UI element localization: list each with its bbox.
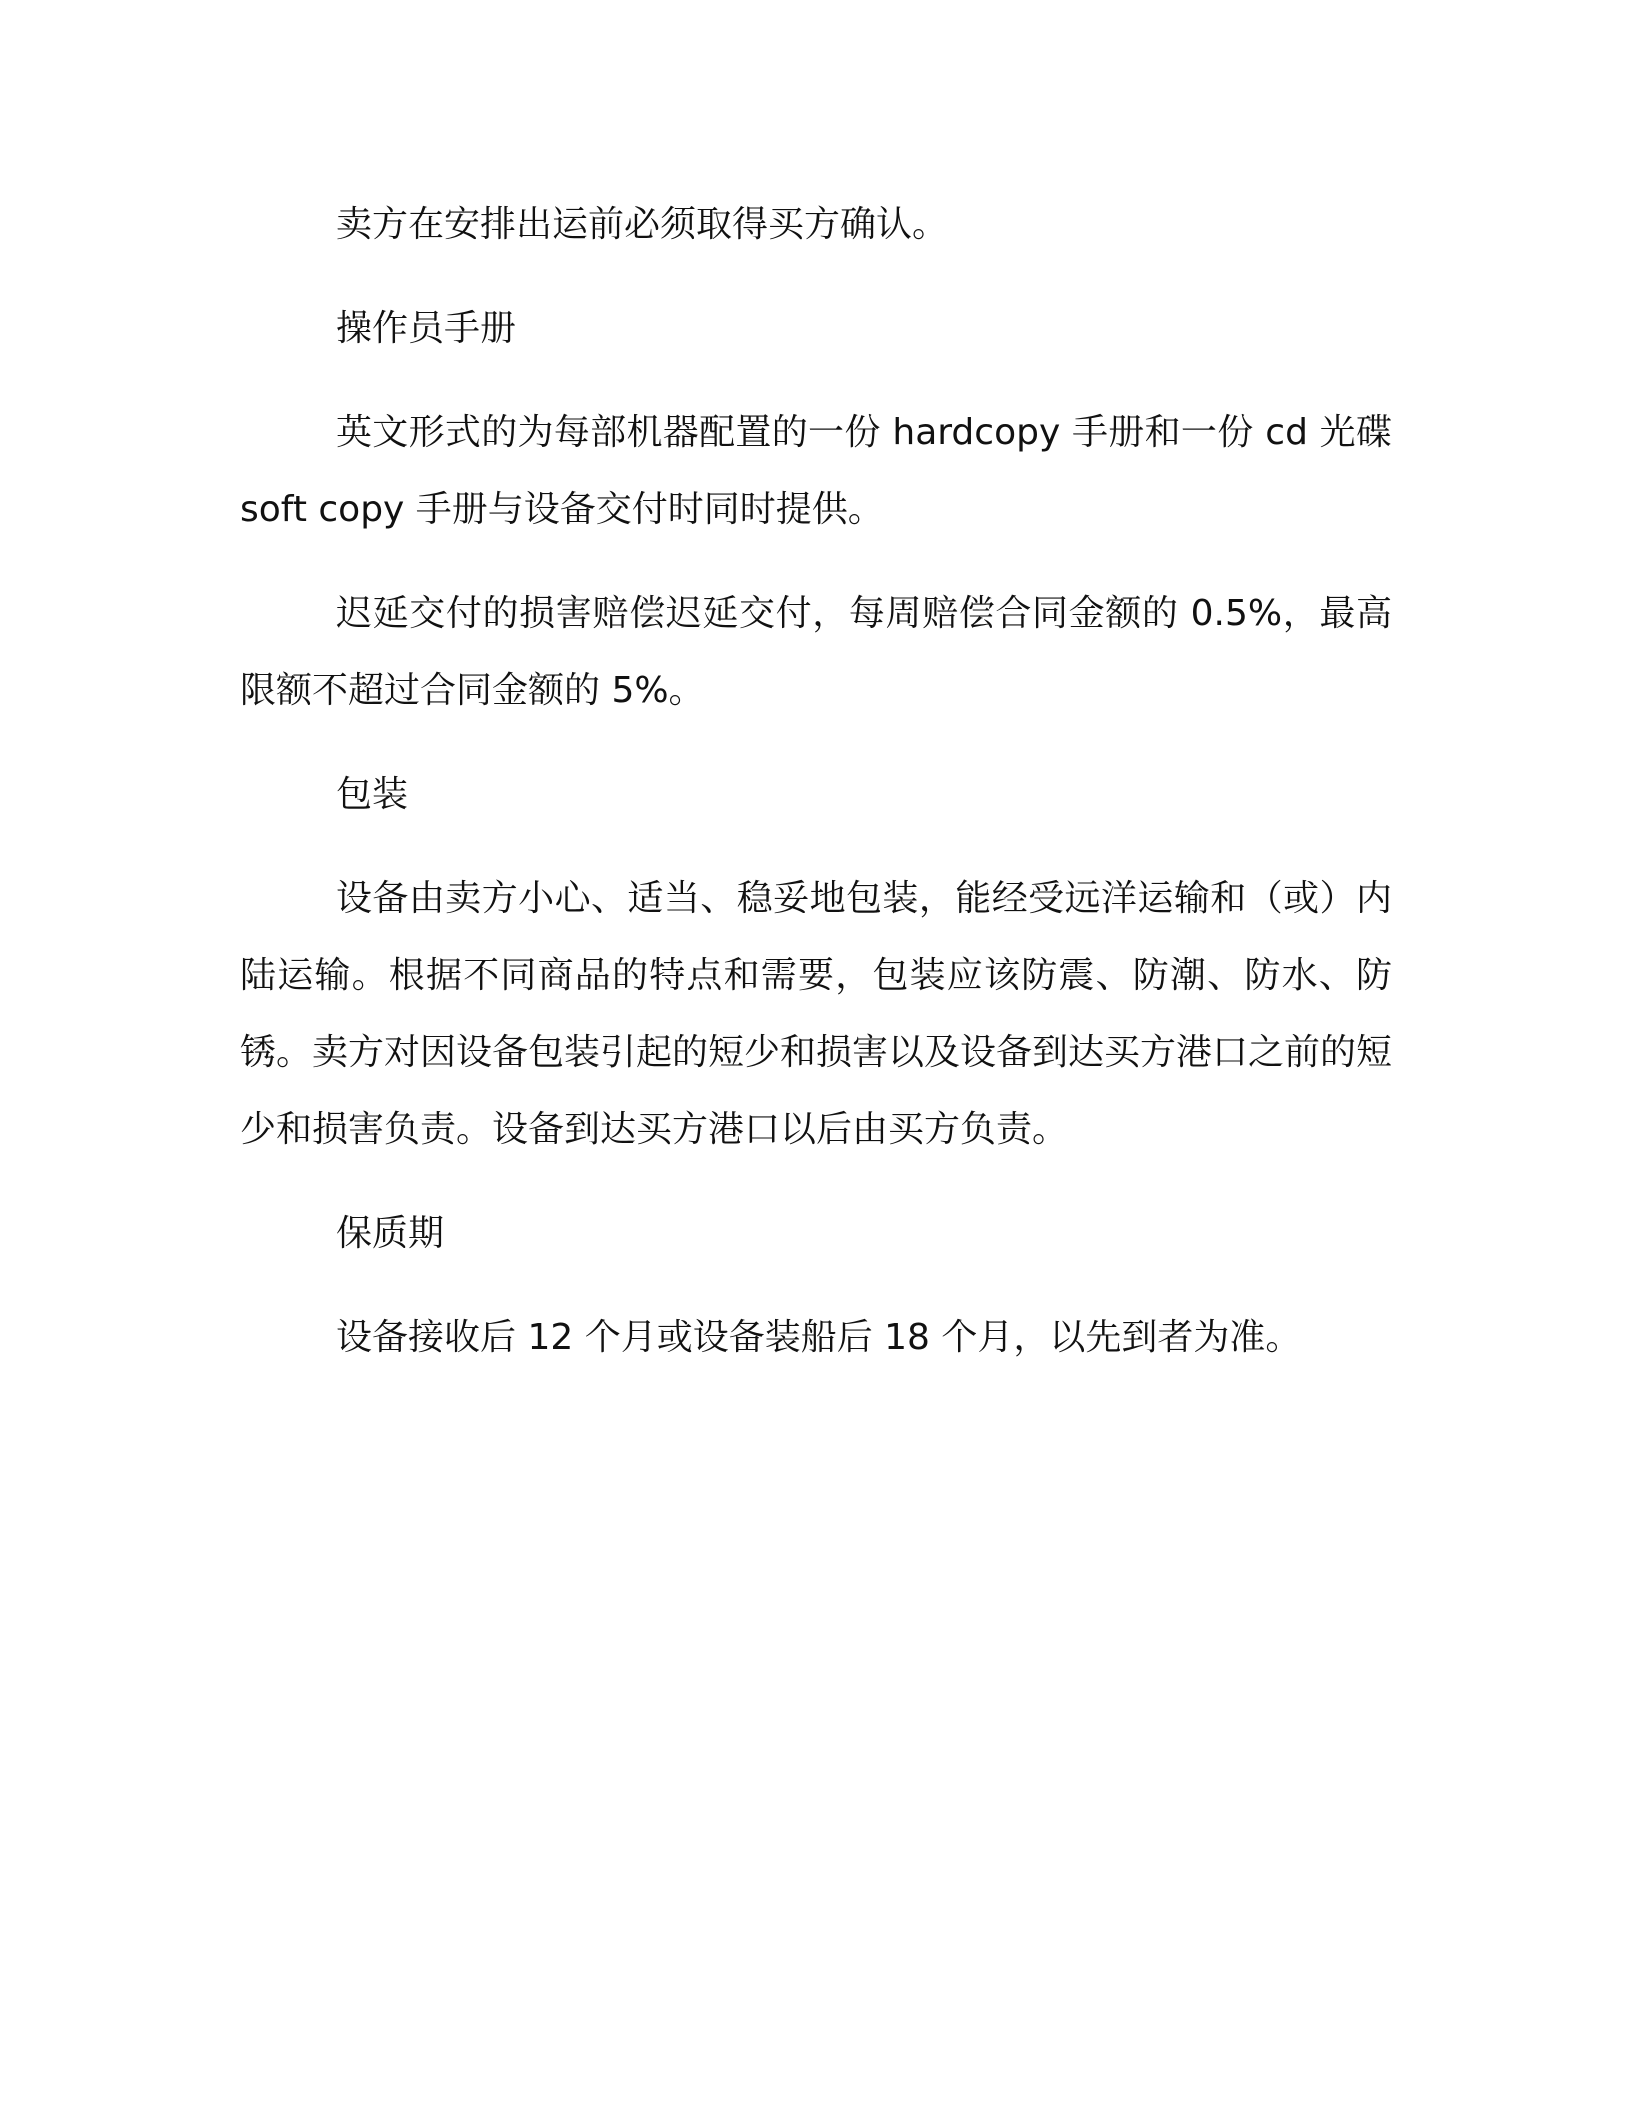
document-body (240, 186, 1392, 1403)
paragraph-operator-manual: 英文形式的为每部机器配置的一份 hardcopy 手册和一份 cd 光碟 soft copy 手册与设备交付时同时提供。 (240, 412, 1392, 530)
paragraph-delay-damages: 迟延交付的损害赔偿迟延交付，每周赔偿合同金额的 0.5%，最高限额不超过合同金额的 5%。 (240, 593, 1392, 711)
paragraph-packaging: 设备由卖方小心、适当、稳妥地包装，能经受远洋运输和（或）内陆运输。根据不同商品的特点和需要，包装应该防震、防潮、防水、防锈。卖方对因设备包装引起的短少和损害以及设备到达买方港口之前的短少和损害负责。设备到达买方港口以后由买方负责。 (240, 878, 1393, 1150)
heading-warranty: 保质期 (336, 1213, 445, 1254)
heading-packaging: 包装 (336, 774, 409, 815)
paragraph-warranty: 设备接收后 12 个月或设备装船后 18 个月，以先到者为准。 (336, 1317, 1302, 1358)
heading-operator-manual: 操作员手册 (336, 308, 517, 349)
paragraph-shipment-confirmation: 卖方在安排出运前必须取得买方确认。 (336, 204, 949, 245)
